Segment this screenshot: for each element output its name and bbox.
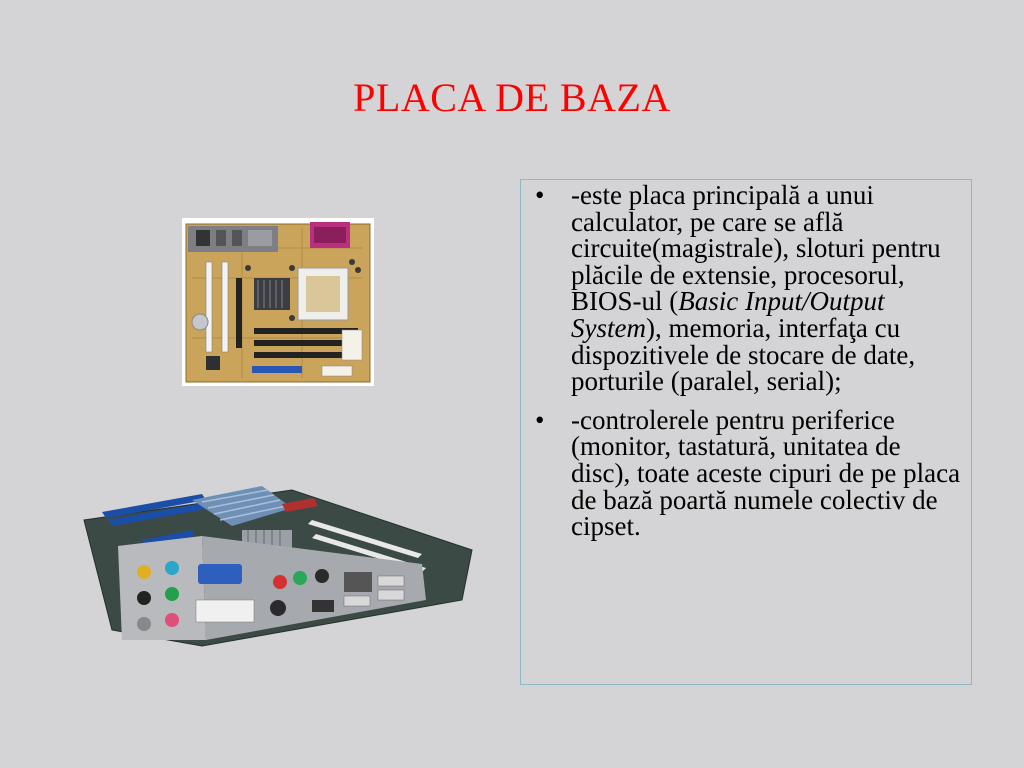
bullet-list [535, 182, 965, 540]
bullet-marker: • [535, 404, 545, 435]
motherboard-top-view-image [182, 218, 374, 386]
motherboard-top-view-icon [182, 218, 374, 386]
motherboard-angled-view-icon [82, 480, 474, 650]
bullet-text: -este placa principală a unui calculator, pe care se află circuite(magistrale), sloturi pentru plăcile de extensie, procesorul, BIOS-ul ( [571, 180, 941, 317]
bullet-item [535, 404, 965, 542]
motherboard-angled-view-image [82, 480, 474, 650]
slide-title: PLACA DE BAZA [353, 75, 671, 120]
bullet-item [535, 182, 965, 395]
bullet-text-italic: Basic Input/Output System [571, 286, 885, 343]
bullet-text: ), memoria, interfaţa cu dispozitivele de stocare de date, porturile (paralel, serial); [571, 312, 916, 397]
bullet-text: -controlerele pentru periferice (monitor, tastatură, unitatea de disc), toate aceste cipuri de pe placa de bază poartă numele colectiv de cipset. [571, 404, 961, 542]
bullet-marker: • [535, 180, 545, 210]
content-text-box [520, 179, 972, 685]
